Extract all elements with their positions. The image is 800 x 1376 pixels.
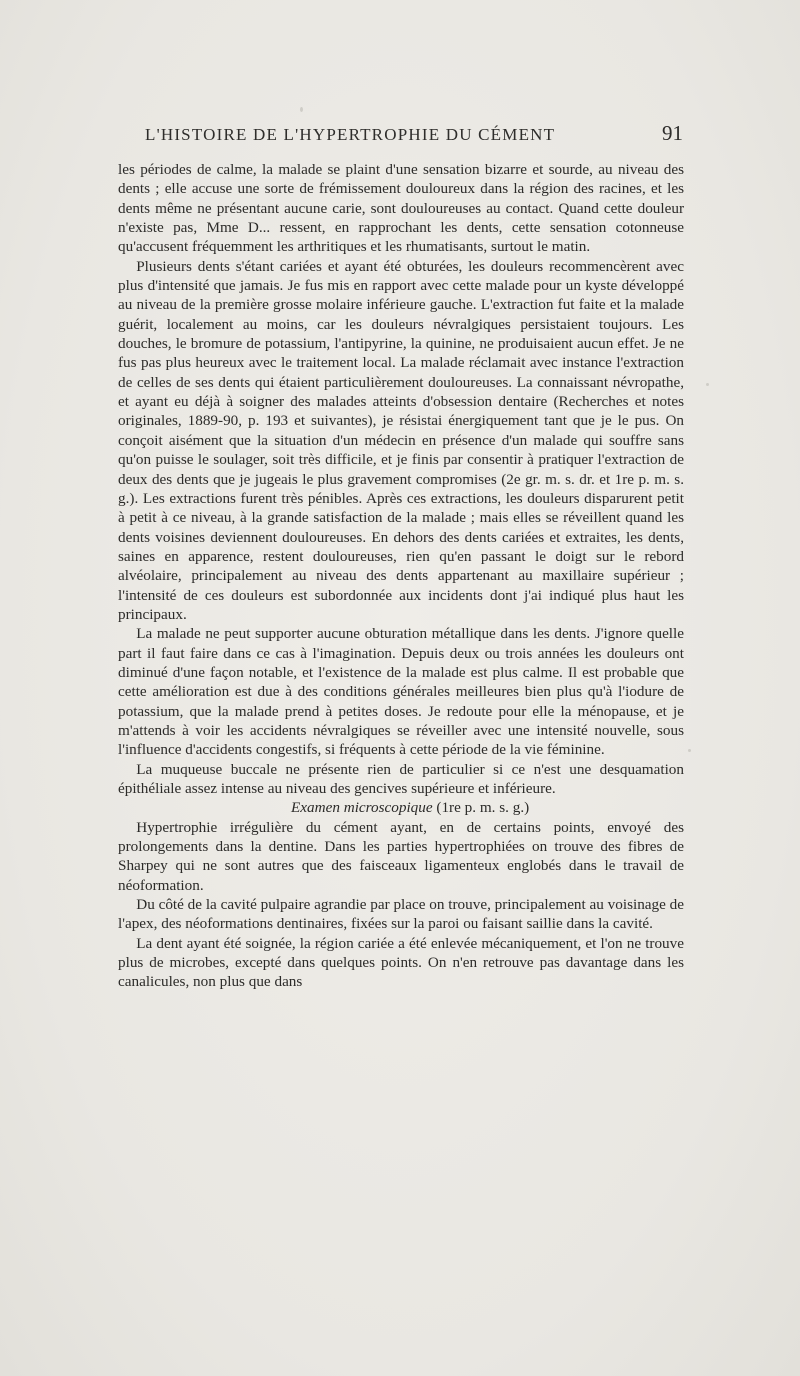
paragraph: La malade ne peut supporter aucune obturation métallique dans les dents. J'ignore quelle part il faut faire dans ce cas à l'imagination. Depuis deux ou trois années les douleurs ont diminué d'une façon notable, et l'existence de la malade est plus calme. Il est probable que cette amélioration est due à des conditions générales meilleures bien plus qu'à l'iodure de potassium, que la malade prend à petites doses. Je redoute pour elle la ménopause, et je m'attends à voir les accidents névralgiques se réveiller avec une intensité nouvelle, sous l'influence d'accidents congestifs, si fréquents à cette période de la vie féminine. — [118, 625, 684, 759]
paragraph: Hypertrophie irrégulière du cément ayant, en de certains points, envoyé des prolongements dans la dentine. Dans les parties hypertrophiées on trouve des fibres de Sharpey qui ne sont autres que des faisceaux ligamenteux englobés dans le travail de néoformation. — [118, 818, 684, 894]
paragraph: Plusieurs dents s'étant cariées et ayant été obturées, les douleurs recommencèrent avec plus d'intensité que jamais. Je fus mis en rapport avec cette malade pour un kyste développé au niveau de la première grosse molaire inférieure gauche. L'extraction fut faite et la malade guérit, localement au moins, car les douleurs névralgiques persistaient toujours. Les douches, le bromure de potassium, l'antipyrine, la quinine, ne produisaient aucun effet. Je ne fus pas plus heureux avec le traitement local. La malade réclamait avec instance l'extraction de celles de ses dents qui étaient particulièrement douloureuses. La connaissant névropathe, et ayant eu déjà à soigner des malades atteints d'obsession dentaire (Recherches et notes originales, 1889-90, p. 193 et suivantes), je résistai énergiquement tant que je le pus. On conçoit aisément que la situation d'un médecin en présence d'un malade qui souffre sans qu'on puisse le soulager, soit très difficile, et je finis par consentir à pratiquer l'extraction de deux des dents que je jugeais le plus gravement compromises (2e gr. m. s. dr. et 1re p. m. s. g.). Les extractions furent très pénibles. Après ces extractions, les douleurs disparurent petit à petit à ce niveau, à la grande satisfaction de la malade ; mais elles se réveillent quand les dents voisines deviennent douloureuses. En dehors des dents cariées et extraites, les dents, saines en apparence, restent douloureuses, rien qu'en passant le doigt sur le rebord alvéolaire, principalement au niveau des dents appartenant au maxillaire supérieur ; l'intensité de ces douleurs est subordonnée aux incidents dont j'ai indiqué plus haut les principaux. — [118, 257, 684, 623]
section-heading-reference: (1re p. m. s. g.) — [436, 799, 530, 817]
paper-speck — [706, 383, 709, 386]
paper-speck — [300, 107, 303, 112]
paragraph: Du côté de la cavité pulpaire agrandie par place on trouve, principalement au voisinage de l'apex, des néoformations dentinaires, fixées sur la paroi ou faisant saillie dans la cavité. — [118, 896, 685, 933]
section-heading — [118, 798, 684, 817]
section-heading-title: Examen microscopique — [291, 799, 433, 817]
body-text — [118, 160, 684, 992]
page-header — [145, 121, 683, 151]
paragraph: La muqueuse buccale ne présente rien de particulier si ce n'est une desquamation épithéliale assez intense au niveau des gencives supérieure et inférieure. — [118, 760, 684, 797]
paper-speck — [688, 749, 691, 752]
paragraph: La dent ayant été soignée, la région cariée a été enlevée mécaniquement, et l'on ne trouve plus de microbes, excepté dans quelques points. On n'en retrouve pas davantage dans les canalicules, non plus que dans — [118, 934, 684, 991]
page-number: 91 — [662, 121, 683, 145]
paragraph: les périodes de calme, la malade se plaint d'une sensation bizarre et sourde, au niveau des dents ; elle accuse une sorte de frémissement douloureux dans la région des racines, et les dents même ne présentant aucune carie, sont douloureuses au contact. Quand cette douleur n'existe pas, Mme D... ressent, en rapprochant les dents, cette sensation cotonneuse qu'accusent fréquemment les arthritiques et les rhumatisants, surtout le matin. — [118, 161, 684, 256]
running-title: L'HISTOIRE DE L'HYPERTROPHIE DU CÉMENT — [145, 125, 556, 144]
